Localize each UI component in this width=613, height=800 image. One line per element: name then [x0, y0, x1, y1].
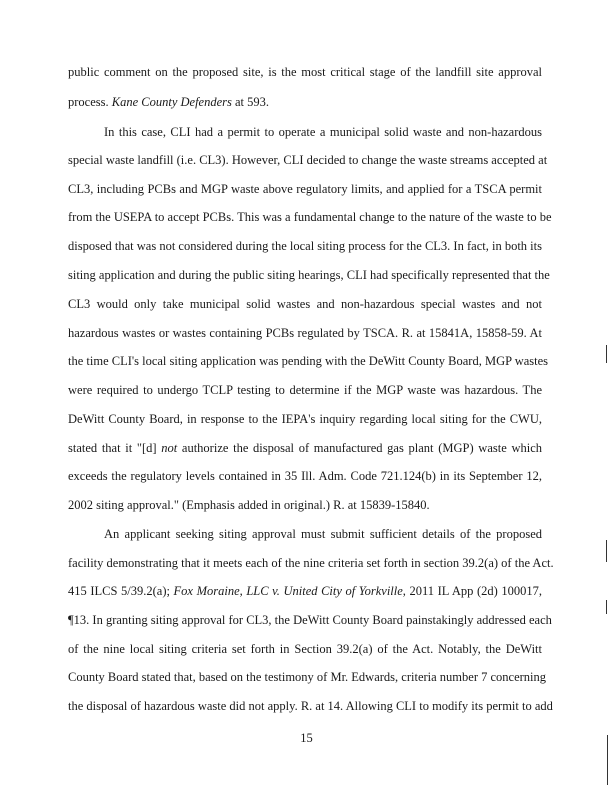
- text-line: County Board stated that, based on the testimony of Mr. Edwards, criteria number 7 concerning: [68, 670, 547, 684]
- case-citation: not: [161, 441, 178, 455]
- scan-edge-mark: [606, 600, 607, 614]
- page-number: 15: [300, 731, 313, 745]
- text-line: 415 ILCS 5/39.2(a); Fox Moraine, LLC v. United City of Yorkville, 2011 IL App (2d) 100017,: [68, 584, 542, 598]
- text-line: public comment on the proposed site, is the most critical stage of the landfill site approval: [68, 65, 542, 79]
- text-line-segment: process. Kane County Defenders at 593.: [68, 95, 270, 109]
- text-line: special waste landfill (i.e. CL3). However, CLI decided to change the waste streams accepted at: [68, 153, 548, 167]
- text-line: of the nine local siting criteria set forth in Section 39.2(a) of the Act. Notably, the DeWitt: [68, 642, 542, 656]
- text-line: 2002 siting approval." (Emphasis added in original.) R. at 15839-15840.: [68, 498, 430, 512]
- text-line: siting application and during the public siting hearings, CLI had specifically represented that the: [68, 268, 550, 282]
- text-line: disposed that was not considered during the local siting process for the CL3. In fact, in both its: [68, 239, 542, 253]
- text-line: exceeds the regulatory levels contained in 35 Ill. Adm. Code 721.124(b) in its September 12,: [68, 469, 542, 483]
- text-line: hazardous wastes or wastes containing PCBs regulated by TSCA. R. at 15841A, 15858-59. At: [68, 326, 542, 340]
- paragraph-first-line: An applicant seeking siting approval must submit sufficient details of the proposed: [104, 527, 542, 541]
- case-citation: Fox Moraine, LLC v. United City of Yorkville: [173, 584, 403, 598]
- text-line: CL3, including PCBs and MGP waste above regulatory limits, and applied for a TSCA permit: [68, 182, 542, 196]
- scan-edge-mark: [607, 735, 608, 785]
- text-line: the disposal of hazardous waste did not apply. R. at 14. Allowing CLI to modify its permit to add: [68, 699, 553, 713]
- scan-edge-mark: [606, 345, 607, 363]
- text-line: CL3 would only take municipal solid wastes and non-hazardous special wastes and not: [68, 297, 542, 311]
- text-line: DeWitt County Board, in response to the IEPA's inquiry regarding local siting for the CWU,: [68, 412, 542, 426]
- text-line: stated that it "[d] not authorize the disposal of manufactured gas plant (MGP) waste which: [68, 441, 542, 455]
- paragraph-first-line: In this case, CLI had a permit to operate a municipal solid waste and non-hazardous: [104, 125, 542, 139]
- case-citation: Kane County Defenders: [111, 95, 232, 109]
- scan-edge-mark: [606, 540, 607, 562]
- text-line: [68, 95, 542, 109]
- text-line: from the USEPA to accept PCBs. This was a fundamental change to the nature of the waste to be: [68, 210, 552, 224]
- text-line: the time CLI's local siting application was pending with the DeWitt County Board, MGP wastes: [68, 354, 549, 368]
- text-line: facility demonstrating that it meets each of the nine criteria set forth in section 39.2(a) of the Act.: [68, 556, 554, 570]
- text-line: ¶13. In granting siting approval for CL3, the DeWitt County Board painstakingly addressed each: [68, 613, 552, 627]
- text-line: were required to undergo TCLP testing to determine if the MGP waste was hazardous. The: [68, 383, 542, 397]
